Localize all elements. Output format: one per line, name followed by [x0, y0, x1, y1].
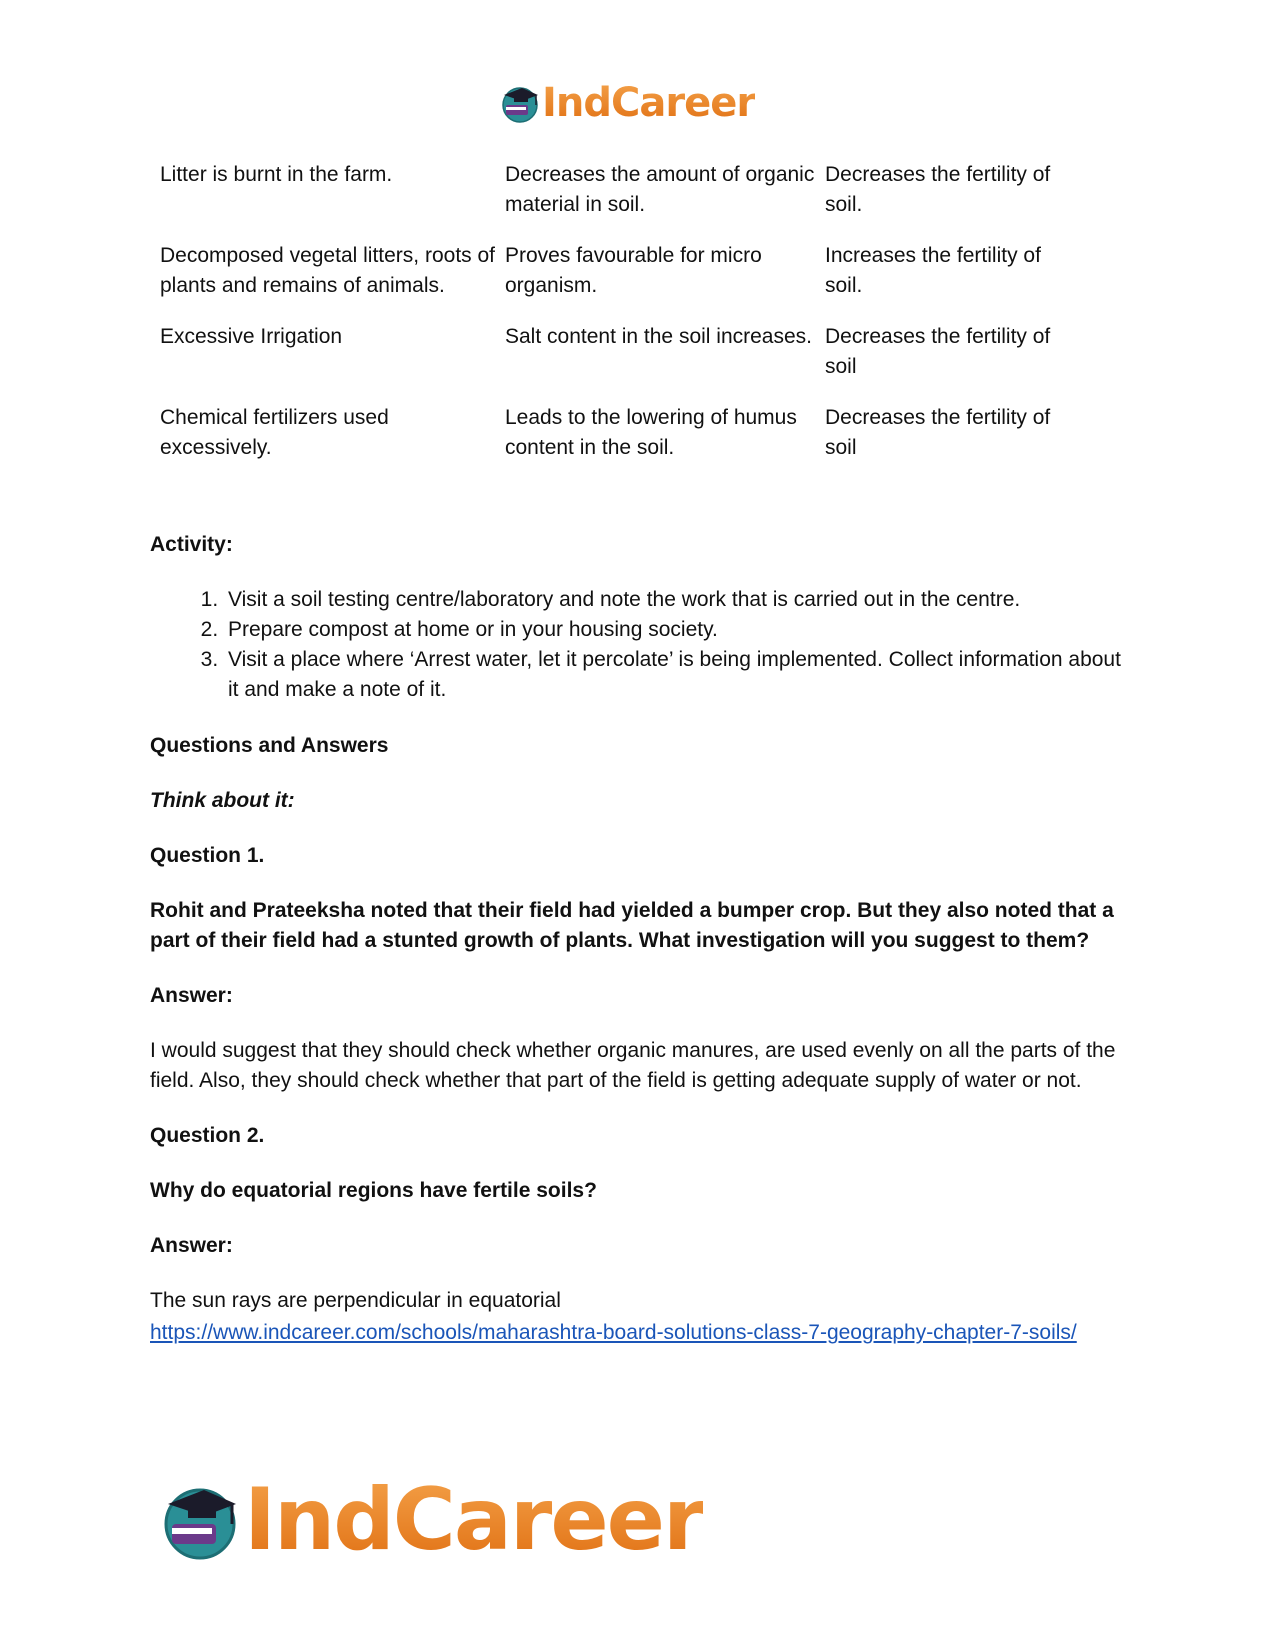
table-cell: Decreases the fertility of soil [825, 406, 1051, 459]
logo-text: IndCareer [542, 80, 756, 126]
table-cell: Decreases the fertility of soil. [825, 163, 1051, 216]
table-cell: Decomposed vegetal litters, roots of plants and remains of animals. [160, 244, 495, 297]
table-cell: Salt content in the soil increases. [505, 325, 813, 348]
source-link[interactable]: https://www.indcareer.com/schools/maharashtra-board-solutions-class-7-geography-chapter-7-soils/ [150, 1321, 1077, 1344]
table-row [160, 160, 1060, 220]
question-1-label: Question 1. [150, 844, 265, 867]
table-row [160, 403, 1060, 463]
table-cell: Decreases the amount of organic material in soil. [505, 163, 815, 216]
header-logo [500, 80, 755, 126]
table-cell: Increases the fertility of soil. [825, 244, 1041, 297]
graduation-cap-book-globe-icon [160, 1480, 240, 1560]
list-item: 2. Prepare compost at home or in your housing society. [224, 615, 1130, 645]
answer-1-text: I would suggest that they should check whether organic manures, are used evenly on all the parts of the field. Also, they should check whether that part of the field is getting adequate supply of water or not. [150, 1039, 1116, 1092]
table-cell: Decreases the fertility of soil [825, 325, 1051, 378]
answer-1-label: Answer: [150, 984, 233, 1007]
question-1-text: Rohit and Prateeksha noted that their field had yielded a bumper crop. But they also noted that a part of their field had a stunted growth of plants. What investigation will you suggest to them? [150, 899, 1114, 952]
main-content [150, 530, 1130, 1350]
question-2-label: Question 2. [150, 1124, 265, 1147]
answer-2-text: The sun rays are perpendicular in equatorial [150, 1289, 561, 1312]
table-row [160, 322, 1060, 382]
footer-logo [160, 1470, 703, 1570]
table-cell: Chemical fertilizers used excessively. [160, 406, 389, 459]
activity-heading: Activity: [150, 533, 233, 556]
answer-2-label: Answer: [150, 1234, 233, 1257]
question-2-text: Why do equatorial regions have fertile soils? [150, 1179, 597, 1202]
activity-list [150, 585, 1130, 705]
table-cell: Excessive Irrigation [160, 325, 343, 348]
list-item: 1. Visit a soil testing centre/laboratory and note the work that is carried out in the centre. [224, 585, 1130, 615]
soil-fertility-table [160, 160, 1060, 484]
qa-subheading: Think about it: [150, 789, 295, 812]
qa-heading: Questions and Answers [150, 734, 389, 757]
table-cell: Litter is burnt in the farm. [160, 163, 393, 186]
table-row [160, 241, 1060, 301]
logo-text: IndCareer [244, 1470, 704, 1570]
table-cell: Proves favourable for micro organism. [505, 244, 762, 297]
graduation-cap-book-globe-icon [500, 83, 540, 123]
list-item: 3. Visit a place where ‘Arrest water, let it percolate’ is being implemented. Collect information about it and make a note of it. [224, 645, 1130, 705]
table-cell: Leads to the lowering of humus content in the soil. [505, 406, 797, 459]
